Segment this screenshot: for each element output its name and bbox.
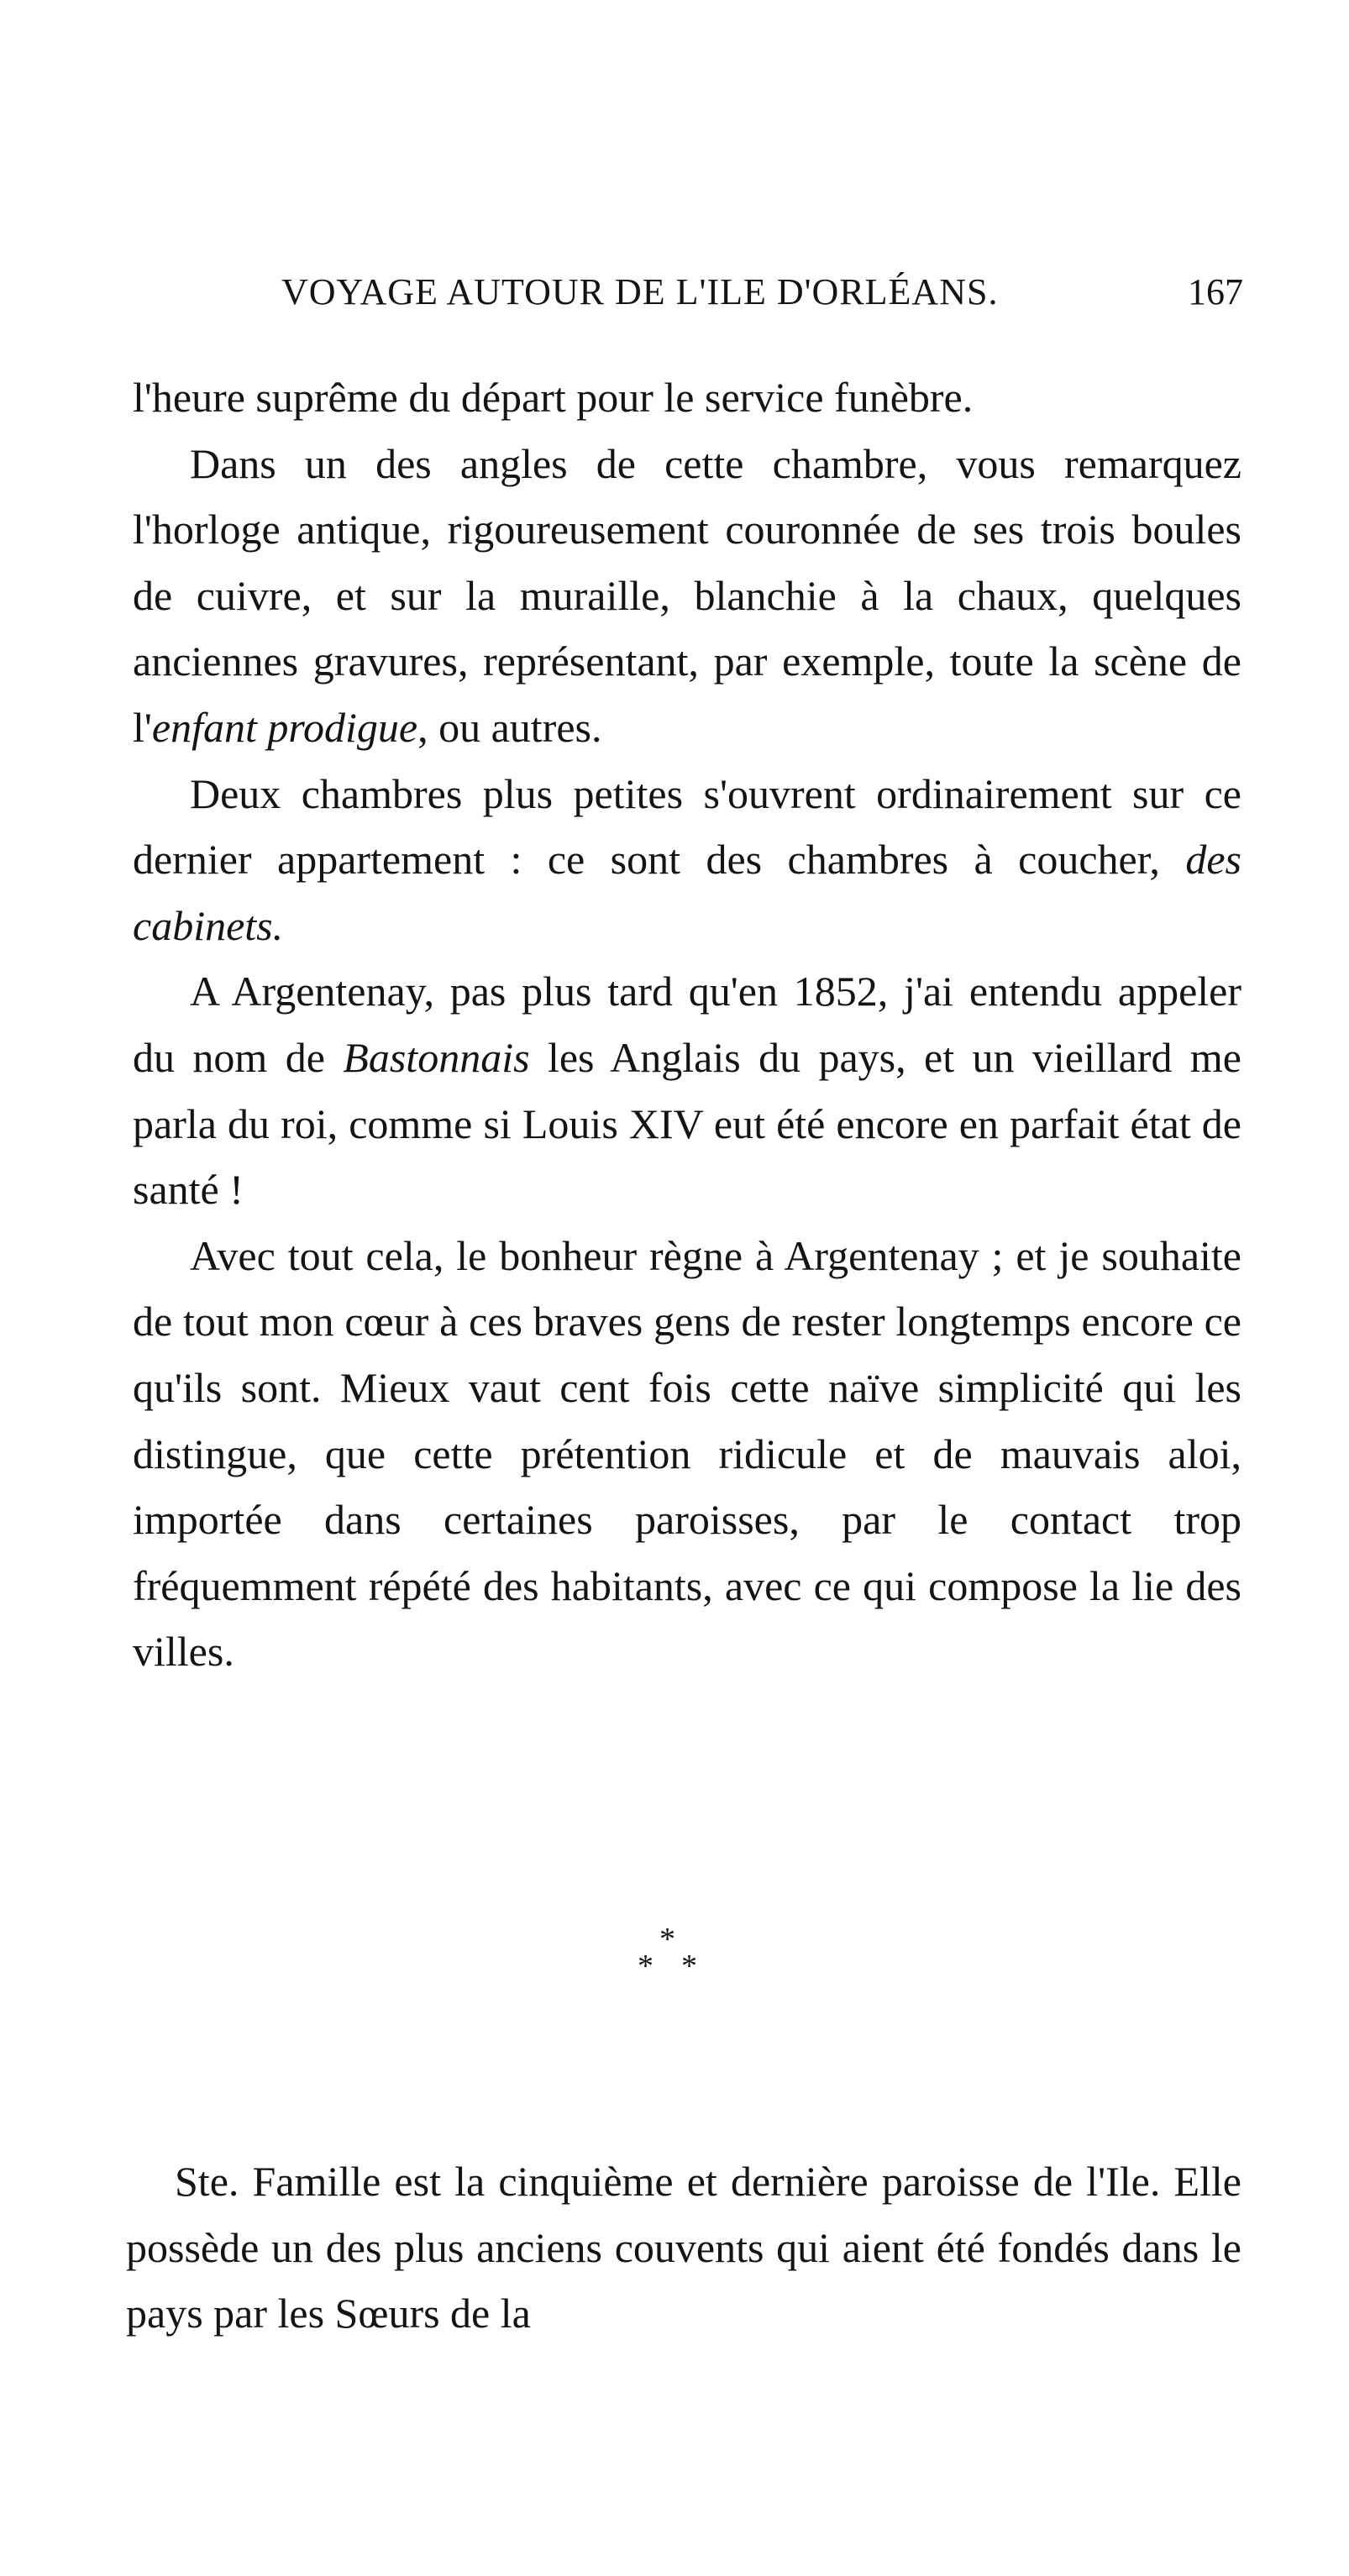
italic-text: Bastonnais — [343, 1033, 530, 1081]
section-break-asterism — [624, 1923, 725, 1999]
text-segment: Avec tout cela, le bonheur règne à Argentenay ; et je souhaite de tout mon cœur à ces braves gens de rester longtemps encore ce qu'ils sont. Mieux vaut cent fois cette naïve simplicité qui les distingue, que cette prétention ridicule et de mauvais aloi, importée dans certaines paroisses, par le contact trop fréquemment répété des habitants, avec ce qui compose la lie des villes. — [133, 1231, 1241, 1676]
italic-text: des cabinets. — [133, 836, 1241, 949]
page-number: 167 — [1188, 271, 1243, 312]
paragraph — [133, 761, 1241, 959]
paragraph — [133, 431, 1241, 761]
running-head — [126, 267, 1243, 317]
paragraph — [126, 2148, 1241, 2347]
asterism-star: * — [638, 1949, 654, 1984]
body-text — [133, 365, 1241, 1685]
paragraph — [133, 1223, 1241, 1685]
text-segment: les Anglais du pays, et un vieillard me parla du roi, comme si Louis XIV eut été encore en parfait état de santé ! — [133, 1033, 1241, 1214]
asterism-star: * — [659, 1922, 675, 1957]
text-segment: Ste. Famille est la cinquième et dernière paroisse de l'Ile. Elle possède un des plus anciens couvents qui aient été fondés dans le pays par les Sœurs de la — [126, 2158, 1241, 2337]
text-segment: Dans un des angles de cette chambre, vous remarquez l'horloge antique, rigoureusement couronnée de ses trois boules de cuivre, et sur la muraille, blanchie à la chaux, quelques anciennes gravures, représentant, par exemple, toute la scène de l' — [133, 439, 1241, 751]
body-text-after-break — [126, 2148, 1241, 2347]
text-segment: l'heure suprême du départ pour le service funèbre. — [133, 374, 974, 421]
italic-text: enfant prodigue — [151, 703, 418, 751]
text-segment: Deux chambres plus petites s'ouvrent ordinairement sur ce dernier appartement : ce sont des chambres à coucher, — [133, 769, 1241, 884]
running-title: VOYAGE AUTOUR DE L'ILE D'ORLÉANS. — [281, 271, 999, 312]
text-segment: , ou autres. — [417, 703, 602, 751]
paragraph — [133, 365, 1241, 431]
paragraph — [133, 958, 1241, 1222]
text-segment: A Argentenay, pas plus tard qu'en 1852, j'ai entendu appeler du nom de — [133, 968, 1241, 1081]
asterism-star: * — [681, 1949, 697, 1984]
